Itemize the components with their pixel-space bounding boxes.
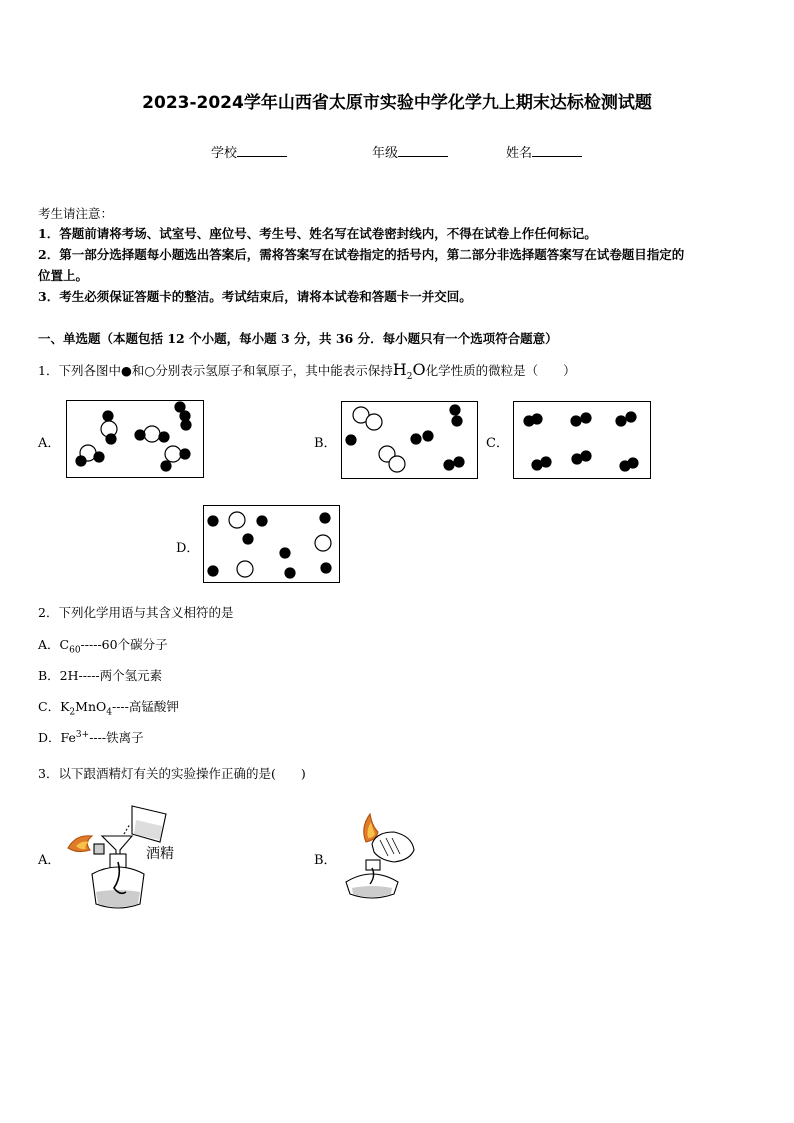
- molecule-diagram-d: [204, 506, 339, 582]
- notice-item-2-cont: 位置上。: [38, 268, 89, 283]
- formula-sub: 2: [406, 372, 413, 383]
- q1-stem-post: 化学性质的微粒是（ ）: [425, 363, 576, 378]
- q3-option-b-illustration[interactable]: [336, 810, 418, 900]
- molecule-diagram-b: [342, 402, 477, 478]
- page-title: 2023-2024学年山西省太原市实验中学化学九上期末达标检测试题: [142, 93, 652, 113]
- q2-c-post: ----高锰酸钾: [111, 699, 179, 714]
- notice-item-3: 3．考生必须保证答题卡的整洁。考试结束后，请将本试卷和答题卡一并交回。: [38, 289, 472, 304]
- name-label: 姓名: [506, 146, 533, 161]
- q1-stem-pre: 1．下列各图中●和○分别表示氢原子和氧原子，其中能表示保持: [38, 363, 393, 378]
- q1-option-a-label[interactable]: A．: [38, 436, 61, 451]
- question-2-stem: 2．下列化学用语与其含义相符的是: [38, 605, 234, 620]
- notice-item-1: 1．答题前请将考场、试室号、座位号、考生号、姓名写在试卷密封线内，不得在试卷上作任何标记。: [38, 226, 597, 241]
- q1-option-b-diagram[interactable]: [341, 401, 478, 479]
- alcohol-lamp-lighting-icon: [336, 810, 418, 900]
- question-3-stem: 3．以下跟酒精灯有关的实验操作正确的是( ): [38, 766, 306, 781]
- q2-d-sup: 3+: [75, 729, 90, 740]
- q1-option-a-diagram[interactable]: [66, 400, 204, 478]
- q2-c-sub1: 2: [69, 707, 76, 718]
- q2-d-post: ----铁离子: [89, 730, 144, 745]
- q1-option-c-diagram[interactable]: [513, 401, 651, 479]
- q1-option-c-label[interactable]: C．: [486, 436, 509, 451]
- molecule-diagram-c: [514, 402, 650, 478]
- school-blank[interactable]: [237, 144, 287, 157]
- alcohol-label: 酒精: [146, 846, 174, 862]
- grade-label: 年级: [372, 146, 399, 161]
- section-heading: 一、单选题（本题包括 12 个小题，每小题 3 分，共 36 分．每小题只有一个选项符合题意）: [38, 331, 558, 346]
- formula-o: O: [412, 360, 426, 379]
- q2-option-c[interactable]: [38, 697, 179, 718]
- q2-a-pre: A．C: [38, 637, 70, 652]
- q2-c-sub2: 4: [106, 707, 112, 718]
- grade-field: [372, 142, 448, 161]
- q2-c-pre: C．K: [38, 699, 70, 714]
- q1-option-d-diagram[interactable]: [203, 505, 340, 583]
- q2-a-post: -----60个碳分子: [80, 637, 168, 652]
- q2-d-pre: D．Fe: [38, 730, 76, 745]
- q1-option-b-label[interactable]: B．: [314, 436, 337, 451]
- school-label: 学校: [211, 146, 238, 161]
- q2-c-mid: MnO: [75, 699, 107, 714]
- q2-option-b[interactable]: B．2H-----两个氢元素: [38, 668, 163, 683]
- formula-h: H: [392, 360, 407, 379]
- q3-option-a-label[interactable]: A．: [38, 853, 61, 868]
- school-field: [211, 142, 287, 161]
- q2-option-a[interactable]: [38, 635, 168, 656]
- molecule-diagram-a: [67, 401, 203, 477]
- name-blank[interactable]: [532, 144, 582, 157]
- grade-blank[interactable]: [398, 144, 448, 157]
- q2-a-sub: 60: [69, 645, 81, 656]
- q3-option-b-label[interactable]: B．: [314, 853, 337, 868]
- notice-heading: 考生请注意：: [38, 206, 114, 221]
- name-field: [506, 142, 582, 161]
- q1-formula: [392, 360, 426, 383]
- notice-item-2: 2．第一部分选择题每小题选出答案后，需将答案写在试卷指定的括号内，第二部分非选择题答案写在试卷题目指定的: [38, 247, 685, 262]
- question-1-stem: [38, 360, 576, 382]
- q2-option-d[interactable]: [38, 728, 144, 746]
- q1-option-d-label[interactable]: D．: [176, 541, 200, 556]
